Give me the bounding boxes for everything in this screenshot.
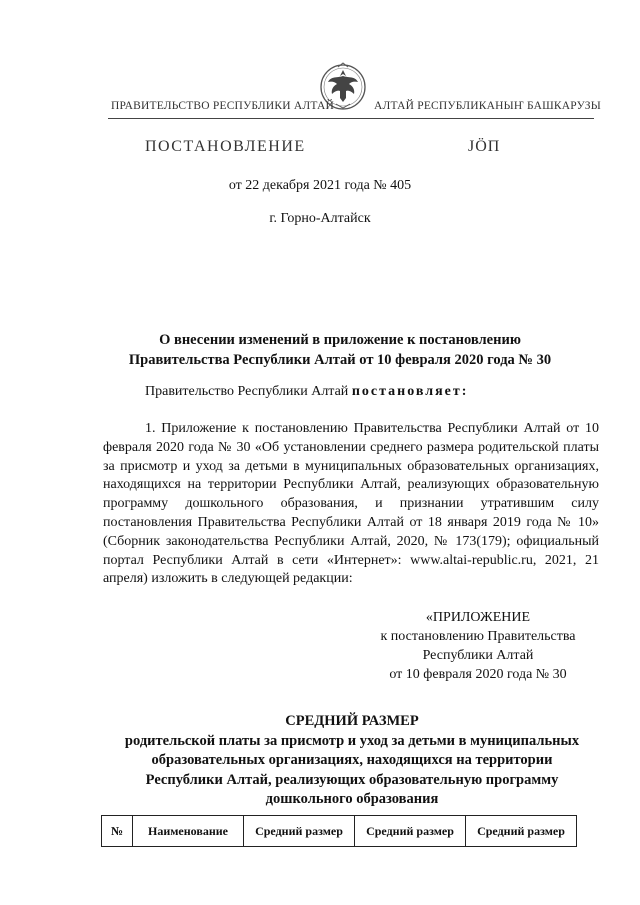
doc-type-ru: ПОСТАНОВЛЕНИЕ [145,138,306,155]
gov-name-ru: ПРАВИТЕЛЬСТВО РЕСПУБЛИКИ АЛТАЙ [111,100,335,112]
section-line-3: Республики Алтай, реализующих образовательную программу [145,771,559,788]
fees-table [101,815,577,847]
appendix-line-3: Республики Алтай [422,648,534,663]
appendix-line-2: к постановлению Правительства [380,629,576,644]
gov-name-alt: АЛТАЙ РЕСПУБЛИКАНЫҤ БАШКАРУЗЫ [374,100,601,112]
table-header-cell: Средний размер [244,816,355,847]
table-header-row [102,816,577,847]
decree-line [145,384,468,400]
decree-prefix: Правительство Республики Алтай [145,384,352,399]
date-line: от 22 декабря 2021 года № 405 [228,178,412,193]
title-line-2: Правительства Республики Алтай от 10 февраля 2020 года № 30 [128,352,552,368]
table-header-cell: № [102,816,133,847]
appendix-line-4: от 10 февраля 2020 года № 30 [389,667,567,682]
section-line-2: образовательных организациях, находящихся на территории [151,752,553,768]
table-header-cell: Наименование [133,816,244,847]
table-header-cell: Средний размер [466,816,577,847]
title-line-1: О внесении изменений в приложение к постановлению [159,332,521,348]
city-line: г. Горно-Алтайск [269,211,371,226]
header-divider [108,118,594,119]
table-header-cell: Средний размер [355,816,466,847]
section-heading [100,712,604,810]
document-title [100,330,580,370]
doc-type-alt: ЈÖП [468,138,501,155]
paragraph-1: 1. Приложение к постановлению Правительства Республики Алтай от 10 февраля 2020 года № 30 «Об установлении среднего размера родительской платы за присмотр и уход за детьми в муниципальных образовательных организациях, находящихся на территории Республики Алтай, реализующих образовательную программу дошкольного образования, и признании утратившим силу постановления Правительства Республики Алтай от 18 января 2019 года № 10» (Сборник законодательства Республики Алтай, 2020, № 173(179); официальный портал Республики Алтай в сети «Интернет»: www.altai-republic.ru, 2021, 21 апреля) изложить в следующей редакции: [103,421,599,587]
section-title: СРЕДНИЙ РАЗМЕР [285,713,419,729]
section-line-1: родительской платы за присмотр и уход за детьми в муниципальных [124,732,580,749]
section-line-4: дошкольного образования [265,791,439,807]
appendix-block [360,608,596,684]
decree-verb: постановляет: [351,384,469,399]
appendix-line-1: «ПРИЛОЖЕНИЕ [425,610,531,625]
